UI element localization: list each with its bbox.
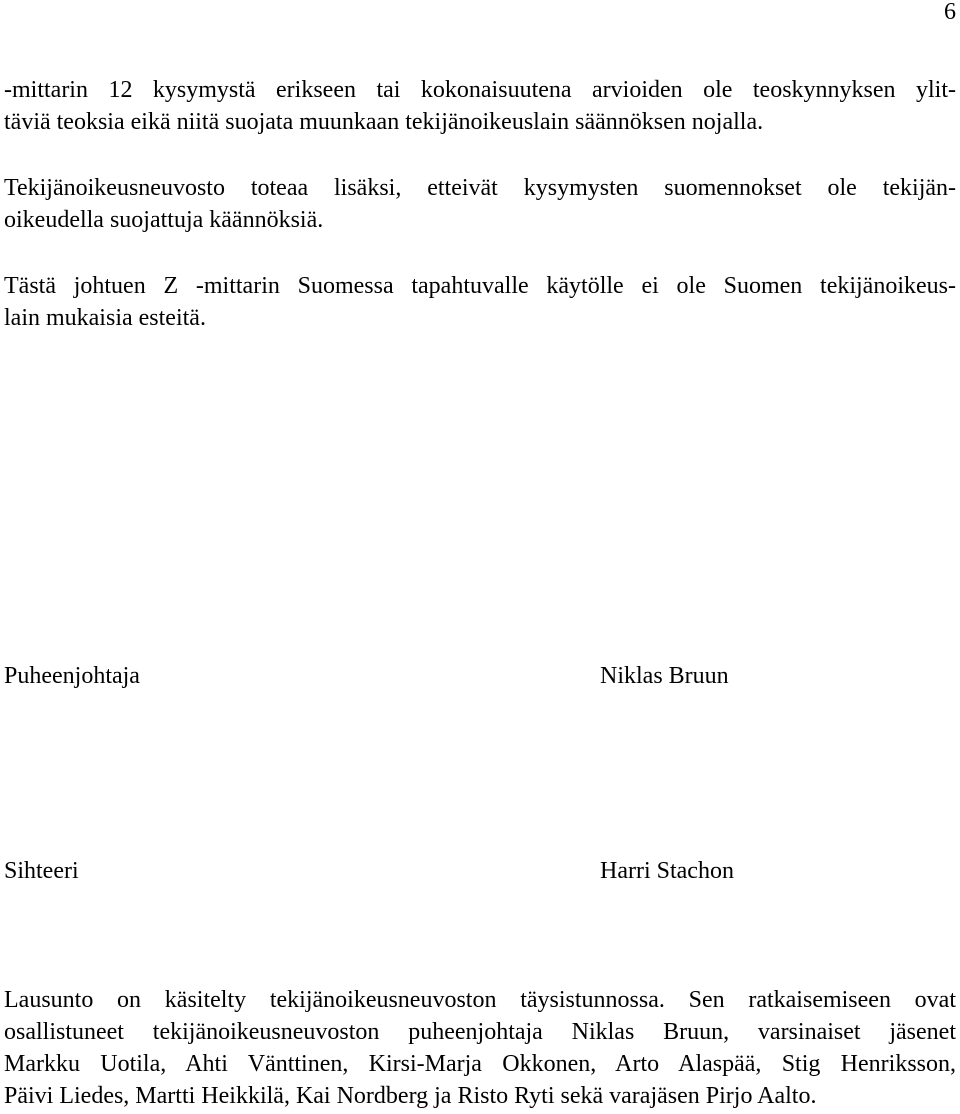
- page-number: 6: [944, 0, 956, 25]
- chair-name: Niklas Bruun: [600, 663, 729, 689]
- paragraph-line: Tästä johtuen Z -mittarin Suomessa tapahtuvalle käytölle ei ole Suomen tekijänoikeus-: [4, 273, 956, 299]
- paragraph-line: Lausunto on käsitelty tekijänoikeusneuvoston täysistunnossa. Sen ratkaisemiseen ovat: [4, 987, 956, 1013]
- paragraph-line: Markku Uotila, Ahti Vänttinen, Kirsi-Marja Okkonen, Arto Alaspää, Stig Henriksson,: [4, 1051, 956, 1077]
- paragraph-suomennokset: [4, 172, 956, 236]
- paragraph-line: lain mukaisia esteitä.: [4, 305, 206, 331]
- secretary-label: Sihteeri: [4, 858, 79, 884]
- paragraph-line: täviä teoksia eikä niitä suojata muunkaan tekijänoikeuslain säännöksen nojalla.: [4, 109, 764, 135]
- secretary-name: Harri Stachon: [600, 858, 734, 884]
- paragraph-line: Päivi Liedes, Martti Heikkilä, Kai Nordberg ja Risto Ryti sekä varajäsen Pirjo Aalto.: [4, 1083, 817, 1109]
- paragraph-line: osallistuneet tekijänoikeusneuvoston puheenjohtaja Niklas Bruun, varsinaiset jäsenet: [4, 1019, 956, 1045]
- paragraph-line: -mittarin 12 kysymystä erikseen tai kokonaisuutena arvioiden ole teoskynnyksen ylit-: [4, 77, 956, 103]
- paragraph-conclusion: [4, 270, 956, 334]
- closing-paragraph: [4, 984, 956, 1112]
- paragraph-line: oikeudella suojattuja käännöksiä.: [4, 207, 324, 233]
- paragraph-teoskynnys: [4, 74, 956, 138]
- chair-label: Puheenjohtaja: [4, 663, 140, 689]
- paragraph-line: Tekijänoikeusneuvosto toteaa lisäksi, etteivät kysymysten suomennokset ole tekijän-: [4, 175, 956, 201]
